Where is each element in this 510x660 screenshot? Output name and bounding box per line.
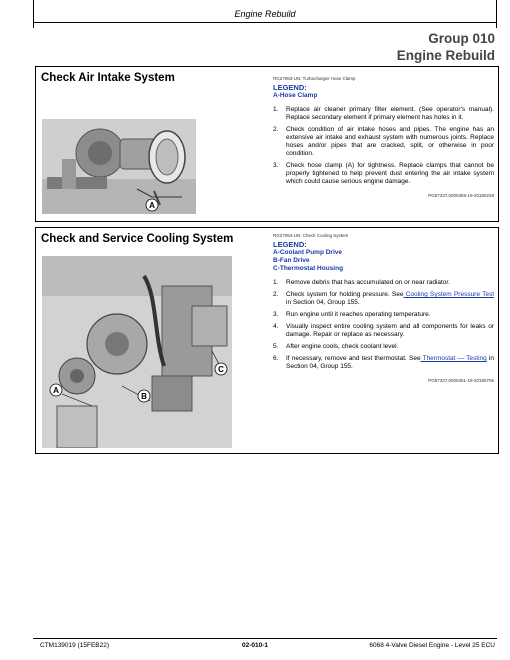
step-number: 5. xyxy=(273,343,279,350)
procedure-steps xyxy=(273,279,494,371)
step-number: 4. xyxy=(273,323,279,330)
step-item xyxy=(273,126,494,158)
step-number: 2. xyxy=(273,291,279,298)
legend-item: C-Thermostat Housing xyxy=(273,265,344,272)
step-text: Check hose clamp (A) for tightness. Replace clamps that cannot be properly tightened to help prevent dust entering the air intake system which could cause serious engine damage. xyxy=(286,162,494,185)
step-text-post: in Section 04, Group 155. xyxy=(286,299,360,306)
callout-a: A xyxy=(53,386,59,395)
section-cooling-system xyxy=(35,227,499,454)
callout-c: C xyxy=(218,365,224,374)
figure-caption: RG27064-UN: Check Cooling System xyxy=(273,233,349,238)
step-item xyxy=(273,343,494,351)
step-number: 3. xyxy=(273,162,279,169)
callout-b: B xyxy=(141,392,147,401)
cooling-system-pressure-test-link[interactable]: Cooling System Pressure Test xyxy=(403,291,495,298)
legend-item: A-Hose Clamp xyxy=(273,92,318,99)
procedure-steps xyxy=(273,106,494,186)
step-item xyxy=(273,291,494,307)
step-text xyxy=(286,291,494,307)
step-text: After engine cools, check coolant level. xyxy=(286,343,399,350)
group-number: Group 010 xyxy=(428,31,495,46)
reference-code: PG57337,0000369-19-20180228 xyxy=(428,193,494,198)
footer-manual-title: 6068 4-Valve Diesel Engine - Level 25 ECU xyxy=(369,642,495,649)
reference-code: PG57337,0000361-19-20180706 xyxy=(428,378,494,383)
step-text-pre: Check system for holding pressure. See xyxy=(286,291,404,298)
step-text: Visually inspect entire cooling system and all components for leaks or damage. Repair or replace as necessary. xyxy=(286,323,494,338)
step-number: 2. xyxy=(273,126,279,133)
step-number: 1. xyxy=(273,106,279,113)
step-text: Remove debris that has accumulated on or near radiator. xyxy=(286,279,451,286)
legend-item: B-Fan Drive xyxy=(273,257,310,264)
section-title: Check Air Intake System xyxy=(41,72,175,84)
section-air-intake xyxy=(35,66,499,222)
procedure-column xyxy=(273,232,494,385)
thermostat-testing-link[interactable]: Thermostat — Testing xyxy=(420,355,487,362)
step-text-post: in Section 04, Group 155. xyxy=(286,355,494,370)
legend-title: LEGEND: xyxy=(273,83,307,92)
step-item xyxy=(273,106,494,122)
running-head: Engine Rebuild xyxy=(234,9,296,19)
callout-a: A xyxy=(149,201,155,210)
procedure-column xyxy=(273,75,494,200)
footer-rule xyxy=(33,638,497,639)
legend-title: LEGEND: xyxy=(273,240,307,249)
step-item xyxy=(273,355,494,371)
step-text-pre: If necessary, remove and test thermostat. See xyxy=(286,355,421,362)
step-text xyxy=(286,355,494,371)
step-item xyxy=(273,162,494,186)
step-number: 3. xyxy=(273,311,279,318)
step-item xyxy=(273,311,494,319)
legend-item: A-Coolant Pump Drive xyxy=(273,249,342,256)
section-title: Check and Service Cooling System xyxy=(41,233,234,245)
turbocharger-hose-clamp-figure xyxy=(42,119,196,214)
step-number: 6. xyxy=(273,355,279,362)
step-text: Replace air cleaner primary filter element. (See operator's manual). Replace secondary element if primary element has holes in it. xyxy=(286,106,494,121)
step-item xyxy=(273,323,494,339)
header-rule xyxy=(33,22,497,23)
footer-doc-code: CTM139019 (15FEB22) xyxy=(40,642,110,649)
group-title: Engine Rebuild xyxy=(396,48,495,63)
step-number: 1. xyxy=(273,279,279,286)
group-heading xyxy=(397,30,495,64)
step-text: Check condition of air intake hoses and pipes. The engine has an extensive air intake and exhaust system with numerous joints. Replace hoses and/or pipes that are cracked, split, or otherwise in poor condition. xyxy=(286,126,494,157)
footer-page-number: 02-010-1 xyxy=(241,642,269,649)
cooling-system-figure xyxy=(42,256,232,448)
step-text: Run engine until it reaches operating temperature. xyxy=(286,311,431,318)
figure-caption: RG27063-UN: Turbocharger Hose Clamp xyxy=(273,76,356,81)
step-item xyxy=(273,279,494,287)
